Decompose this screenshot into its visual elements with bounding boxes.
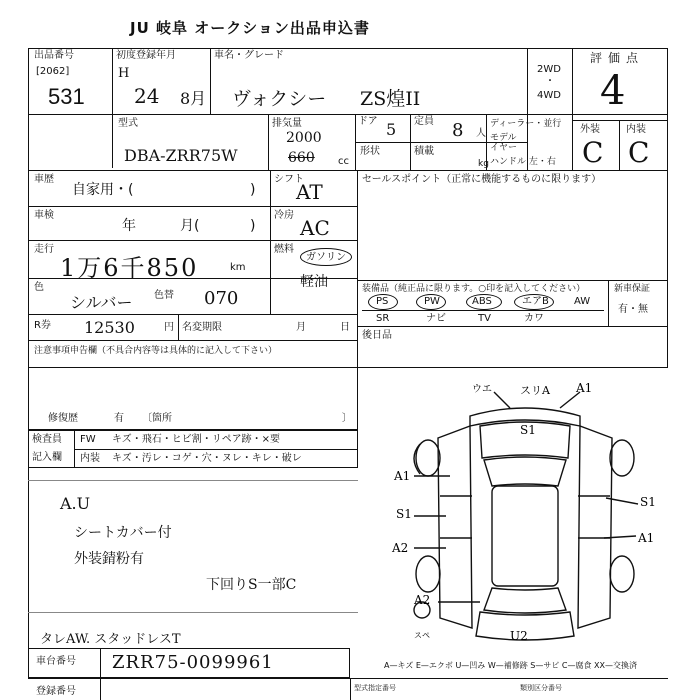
- divider: [270, 170, 271, 314]
- mileage-unit: km: [230, 262, 246, 273]
- equip-ps-circle: [368, 294, 398, 310]
- inspector-row1-tag: FW: [80, 434, 96, 445]
- divider: [28, 170, 668, 171]
- exterior-grade: C: [582, 136, 604, 169]
- inspector-label-2: 記入欄: [32, 452, 62, 463]
- capacity-label: 定員: [414, 116, 434, 127]
- recycle-value: 12530: [84, 318, 135, 337]
- divider: [572, 48, 573, 170]
- handle-label: ハンドル 左・右: [490, 157, 556, 167]
- inspector-label-1: 検査員: [32, 434, 62, 445]
- inspection-label: 車検: [34, 210, 54, 221]
- dealer-parallel-label: ディーラー・並行: [490, 119, 562, 129]
- note-line-2: シートカバー付: [74, 525, 172, 541]
- first-registration-label: 初度登録年月: [116, 50, 176, 61]
- bottom-small-b: 類別区分番号: [520, 684, 562, 692]
- divider: [619, 120, 620, 170]
- lot-sub-number: [2062]: [36, 66, 70, 77]
- lot-number: 531: [48, 84, 85, 109]
- mark-left-a2: A2: [392, 541, 409, 555]
- drive-2wd: 2WD: [537, 64, 561, 75]
- mark-left-a1: A1: [394, 469, 411, 483]
- exterior-label: 外装: [580, 124, 600, 135]
- equip-airbag: エアB: [522, 296, 549, 307]
- color-code: 070: [204, 288, 239, 309]
- registration-type-label: 車歴: [34, 174, 54, 185]
- drive-dot: ・: [545, 76, 555, 87]
- equip-kawa: カワ: [524, 313, 544, 324]
- note-line-3: 外装錆粉有: [74, 551, 144, 567]
- mark-rear-u2: U2: [510, 629, 528, 643]
- divider: [178, 314, 179, 340]
- fuel-diesel: 軽油: [300, 274, 328, 290]
- first-registration-month: 8月: [180, 89, 207, 108]
- vehicle-grade: ZS煌II: [360, 88, 421, 110]
- capacity-value: 8: [452, 120, 464, 141]
- divider: [527, 48, 528, 170]
- equip-abs: ABS: [472, 296, 492, 307]
- model-year-label-1: モデル: [490, 133, 517, 143]
- interior-grade: C: [628, 136, 650, 169]
- new-car-warranty-value: 有・無: [618, 304, 648, 315]
- shift-value: AT: [296, 180, 323, 204]
- inspection-year: 年: [122, 218, 136, 234]
- load-unit: kg: [478, 159, 489, 169]
- body-shape-label: 形状: [360, 146, 380, 157]
- notes-label: 注意事項申告欄（不具合内容等は具体的に記入して下さい）: [34, 346, 278, 356]
- mark-top-left: ウエ: [472, 384, 492, 395]
- aircon-value: AC: [300, 216, 330, 240]
- displacement-crossed: 660: [288, 150, 315, 166]
- divider: [572, 120, 668, 121]
- equip-ps: PS: [376, 296, 389, 307]
- post-attach-label: 後日品: [362, 330, 392, 341]
- first-registration-year: 24: [134, 84, 160, 108]
- mark-roof: S1: [520, 423, 536, 437]
- divider: [28, 468, 29, 648]
- mark-top-mid: スリA: [520, 384, 550, 397]
- registration-number-label: 登録番号: [36, 686, 76, 697]
- equip-airbag-circle: [514, 294, 554, 310]
- sales-points-label: セールスポイント（正常に機能するものに限ります）: [362, 174, 602, 185]
- mark-rear-a2: A2: [414, 593, 431, 607]
- registration-type-close: ): [250, 182, 256, 198]
- recycle-unit: 円: [164, 322, 174, 333]
- lot-label: 出品番号: [34, 50, 74, 61]
- bottom-small-a: 型式指定番号: [354, 684, 396, 692]
- inspector-row2-tag: 内装: [80, 453, 100, 464]
- mark-right-s1: S1: [640, 495, 656, 509]
- doors-value: 5: [386, 120, 397, 139]
- score-label: 評価点: [590, 51, 645, 65]
- equip-navi: ナビ: [426, 313, 446, 324]
- divider: [28, 206, 358, 207]
- inspector-row2-items: キズ・汚レ・コゲ・穴・ヌレ・キレ・破レ: [112, 453, 302, 464]
- note-line-5: タレAW. スタッドレスT: [40, 632, 181, 647]
- aircon-label: 冷房: [274, 210, 294, 221]
- divider: [350, 678, 351, 700]
- new-car-warranty-label: 新車保証: [614, 284, 651, 294]
- repair-location: 〔箇所: [142, 413, 172, 424]
- equipment-label: 装備品（純正品に限ります。○印を記入してください）: [362, 284, 586, 294]
- model-year-label-2: イヤー: [490, 143, 518, 153]
- fuel-label: 燃料: [274, 244, 294, 255]
- divider: [362, 310, 604, 311]
- inspection-close: ): [250, 218, 256, 234]
- divider: [357, 170, 358, 368]
- divider: [112, 48, 113, 168]
- divider: [100, 648, 101, 700]
- model-value: DBA-ZRR75W: [124, 146, 238, 165]
- repair-value: 有: [114, 413, 124, 424]
- mark-spare: スペ: [414, 631, 430, 640]
- first-registration-era: H: [118, 66, 130, 81]
- divider: [608, 280, 609, 326]
- vehicle-name-label: 車名・グレード: [214, 50, 284, 61]
- shift-label: シフト: [274, 174, 304, 185]
- equip-pw: PW: [424, 296, 440, 307]
- equip-aw: AW: [574, 296, 591, 307]
- divider: [28, 612, 358, 613]
- fuel-gasoline: ガソリン: [306, 252, 346, 263]
- divider: [28, 240, 358, 241]
- repair-label: 修復歴: [48, 413, 78, 424]
- mark-top-right: A1: [576, 381, 593, 395]
- divider: [268, 114, 269, 170]
- page-header: JU 岐阜 オークション出品申込書: [130, 19, 370, 37]
- mark-right-a1: A1: [638, 531, 655, 545]
- divider: [357, 326, 668, 327]
- capacity-unit: 人: [476, 128, 486, 139]
- chassis-label: 車台番号: [36, 656, 76, 667]
- divider: [28, 480, 358, 481]
- vehicle-name: ヴォクシー: [232, 88, 327, 110]
- interior-label: 内装: [626, 124, 646, 135]
- recycle-label: R券: [34, 320, 51, 331]
- score-value: 4: [600, 68, 626, 114]
- note-line-4: 下回りS一部C: [206, 577, 297, 593]
- displacement-unit: cc: [338, 156, 349, 167]
- color-change-label: 色替: [154, 290, 174, 301]
- chassis-value: ZRR75-0099961: [112, 652, 274, 673]
- displacement-value: 2000: [286, 130, 322, 146]
- inspection-month: 月(: [180, 218, 200, 234]
- legend-text: A—キズ E—エクボ U—凹み W—補修跡 S—サビ C—腐食 XX—交換済: [384, 661, 638, 670]
- note-line-1: A.U: [60, 494, 91, 513]
- equip-abs-circle: [466, 294, 502, 310]
- doors-label: ドア: [358, 116, 378, 127]
- load-label: 積載: [414, 146, 434, 157]
- divider: [210, 48, 211, 114]
- divider: [28, 314, 358, 315]
- mileage-label: 走行: [34, 244, 54, 255]
- divider: [74, 449, 358, 450]
- model-label: 型式: [118, 118, 138, 129]
- displacement-label: 排気量: [272, 118, 302, 129]
- mileage-value: 1万6千850: [60, 254, 199, 282]
- divider: [28, 678, 668, 679]
- vehicle-damage-diagram: [380, 378, 670, 648]
- equip-pw-circle: [416, 294, 446, 310]
- color-label: 色: [34, 282, 44, 293]
- equip-sr: SR: [376, 313, 390, 324]
- color-value: シルバー: [70, 293, 133, 312]
- inspector-row1-items: キズ・飛石・ヒビ割・リペア跡・×要: [112, 434, 280, 445]
- name-change-day: 日: [340, 322, 350, 333]
- divider: [357, 280, 668, 281]
- repair-close: 〕: [342, 413, 352, 424]
- drive-4wd: 4WD: [537, 90, 561, 101]
- name-change-month: 月: [296, 322, 306, 333]
- equip-tv: TV: [478, 313, 491, 324]
- registration-type-value: 自家用・(: [72, 182, 134, 198]
- name-change-label: 名変期限: [182, 322, 222, 333]
- mark-left-s1: S1: [396, 507, 412, 521]
